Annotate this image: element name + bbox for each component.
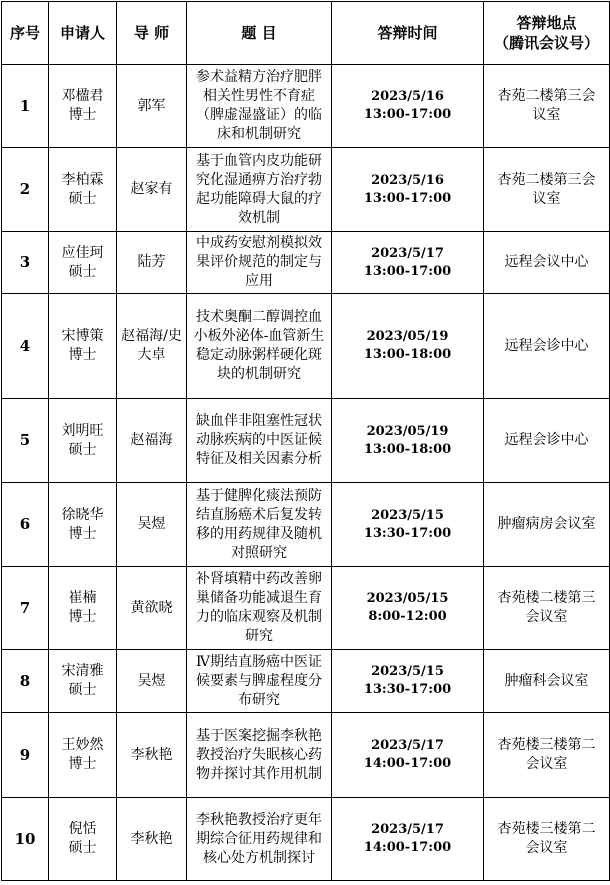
row-place: 肿瘤科会议室: [484, 650, 610, 713]
row-time: [332, 713, 484, 798]
defense-hours: 13:00-18:00: [363, 347, 452, 362]
row-advisor: 陆芳: [117, 232, 187, 294]
row-place: 肿瘤病房会议室: [484, 483, 610, 567]
row-topic: 技术奥酮二醇调控血小板外泌体-血管新生稳定动脉粥样硬化斑块的机制研究: [187, 294, 332, 399]
row-topic: 补肾填精中药改善卵巢储备功能减退生育力的临床观察及机制研究: [187, 567, 332, 650]
defense-hours: 14:00-17:00: [363, 840, 452, 855]
row-place: 远程会诊中心: [484, 294, 610, 399]
defense-date: 2023/5/17: [371, 245, 444, 261]
row-time: [332, 483, 484, 567]
applicant-degree: 博士: [68, 107, 97, 123]
row-time: [332, 148, 484, 232]
defense-date: 2023/5/17: [371, 738, 444, 753]
applicant-degree: 硕士: [68, 840, 97, 856]
defense-date: 2023/5/16: [371, 172, 444, 188]
applicant-name: 倪恬: [68, 821, 97, 837]
defense-date: 2023/5/17: [371, 822, 444, 837]
row-topic: 李秋艳教授治疗更年期综合征用药规律和核心处方机制探讨: [187, 798, 332, 881]
table-row: [2, 294, 610, 399]
row-no: 9: [2, 713, 49, 798]
row-place: 杏苑二楼第三会议室: [484, 148, 610, 232]
row-topic: 基于血管内皮功能研究化湿通痹方治疗勃起功能障碍大鼠的疗效机制: [187, 148, 332, 232]
row-applicant: [49, 713, 117, 798]
table-row: [2, 232, 610, 294]
table-row: [2, 713, 610, 798]
defense-hours: 14:00-17:00: [363, 756, 452, 771]
header-applicant: 申请人: [49, 2, 117, 65]
row-time: [332, 650, 484, 713]
row-advisor: 黄欲晓: [117, 567, 187, 650]
applicant-name: 崔楠: [68, 590, 97, 606]
defense-hours: 13:30-17:00: [363, 525, 452, 541]
row-time: [332, 567, 484, 650]
row-place: 杏苑楼三楼第二会议室: [484, 798, 610, 881]
applicant-name: 宋清雅: [61, 663, 104, 679]
header-no: 序号: [2, 2, 49, 65]
table-row: [2, 148, 610, 232]
row-applicant: [49, 798, 117, 881]
defense-date: 2023/5/15: [371, 507, 444, 523]
applicant-degree: 硕士: [68, 190, 97, 207]
table-row: [2, 399, 610, 483]
header-place-line2: （腾讯会议号）: [493, 34, 599, 52]
row-advisor: 赵福海: [117, 399, 187, 483]
header-topic: 题 目: [187, 2, 332, 65]
applicant-name: 邓楹君: [61, 88, 104, 104]
row-advisor: 郭军: [117, 65, 187, 148]
row-no: 10: [2, 798, 49, 881]
row-advisor: 李秋艳: [117, 713, 187, 798]
row-place: 杏苑楼三楼第二会议室: [484, 713, 610, 798]
row-time: [332, 65, 484, 148]
applicant-name: 李柏霖: [61, 171, 104, 188]
defense-date: 2023/5/15: [371, 664, 444, 679]
row-applicant: [49, 483, 117, 567]
table-row: [2, 483, 610, 567]
row-applicant: [49, 65, 117, 148]
header-advisor: 导 师: [117, 2, 187, 65]
row-no: 4: [2, 294, 49, 399]
row-place: 远程会诊中心: [484, 399, 610, 483]
defense-hours: 8:00-12:00: [368, 609, 447, 624]
row-time: [332, 294, 484, 399]
applicant-name: 应佳珂: [61, 244, 104, 261]
row-applicant: [49, 399, 117, 483]
defense-hours: 13:00-18:00: [363, 441, 452, 457]
defense-date: 2023/05/19: [366, 329, 449, 344]
defense-hours: 13:00-17:00: [363, 107, 452, 122]
row-advisor: 赵家有: [117, 148, 187, 232]
row-advisor: 吴煜: [117, 650, 187, 713]
row-time: [332, 399, 484, 483]
applicant-degree: 博士: [68, 609, 97, 625]
row-applicant: [49, 232, 117, 294]
header-place-line1: 答辩地点: [516, 14, 577, 32]
applicant-degree: 硕士: [68, 441, 97, 458]
row-no: 3: [2, 232, 49, 294]
applicant-degree: 博士: [68, 347, 97, 363]
row-no: 1: [2, 65, 49, 148]
applicant-name: 宋博策: [61, 328, 104, 344]
defense-hours: 13:30-17:00: [363, 682, 452, 697]
header-time: 答辩时间: [332, 2, 484, 65]
defense-hours: 13:00-17:00: [363, 190, 452, 206]
header-row: [2, 2, 610, 65]
row-no: 6: [2, 483, 49, 567]
row-no: 5: [2, 399, 49, 483]
row-topic: 中成药安慰剂模拟效果评价规范的制定与应用: [187, 232, 332, 294]
applicant-degree: 博士: [68, 756, 97, 772]
row-advisor: 吴煜: [117, 483, 187, 567]
applicant-degree: 硕士: [68, 263, 97, 280]
applicant-name: 徐晓华: [61, 506, 104, 523]
row-no: 8: [2, 650, 49, 713]
row-topic: 基于健脾化痰法预防结直肠癌术后复发转移的用药规律及随机对照研究: [187, 483, 332, 567]
row-applicant: [49, 148, 117, 232]
defense-date: 2023/5/16: [371, 89, 444, 104]
row-time: [332, 232, 484, 294]
row-no: 2: [2, 148, 49, 232]
row-topic: 缺血伴非阻塞性冠状动脉疾病的中医证候特征及相关因素分析: [187, 399, 332, 483]
row-advisor: 赵福海/史大卓: [117, 294, 187, 399]
table-row: [2, 798, 610, 881]
table-row: [2, 650, 610, 713]
row-place: 杏苑二楼第三会议室: [484, 65, 610, 148]
defense-hours: 13:00-17:00: [363, 263, 452, 279]
row-topic: Ⅳ期结直肠癌中医证候要素与脾虚程度分布研究: [187, 650, 332, 713]
header-place: [484, 2, 610, 65]
row-time: [332, 798, 484, 881]
table-row: [2, 567, 610, 650]
row-place: 杏苑楼二楼第三会议室: [484, 567, 610, 650]
row-applicant: [49, 294, 117, 399]
applicant-degree: 博士: [68, 525, 97, 542]
row-applicant: [49, 650, 117, 713]
row-topic: 参术益精方治疗肥胖相关性男性不育症（脾虚湿盛证）的临床和机制研究: [187, 65, 332, 148]
applicant-name: 刘明旺: [61, 422, 104, 439]
row-applicant: [49, 567, 117, 650]
table-row: [2, 65, 610, 148]
defense-date: 2023/05/19: [366, 423, 449, 439]
applicant-degree: 硕士: [68, 682, 97, 698]
defense-schedule-table: [1, 1, 610, 881]
applicant-name: 王妙然: [61, 737, 104, 753]
row-no: 7: [2, 567, 49, 650]
row-advisor: 李秋艳: [117, 798, 187, 881]
row-topic: 基于医案挖掘李秋艳教授治疗失眠核心药物并探讨其作用机制: [187, 713, 332, 798]
defense-date: 2023/05/15: [366, 591, 449, 606]
row-place: 远程会议中心: [484, 232, 610, 294]
